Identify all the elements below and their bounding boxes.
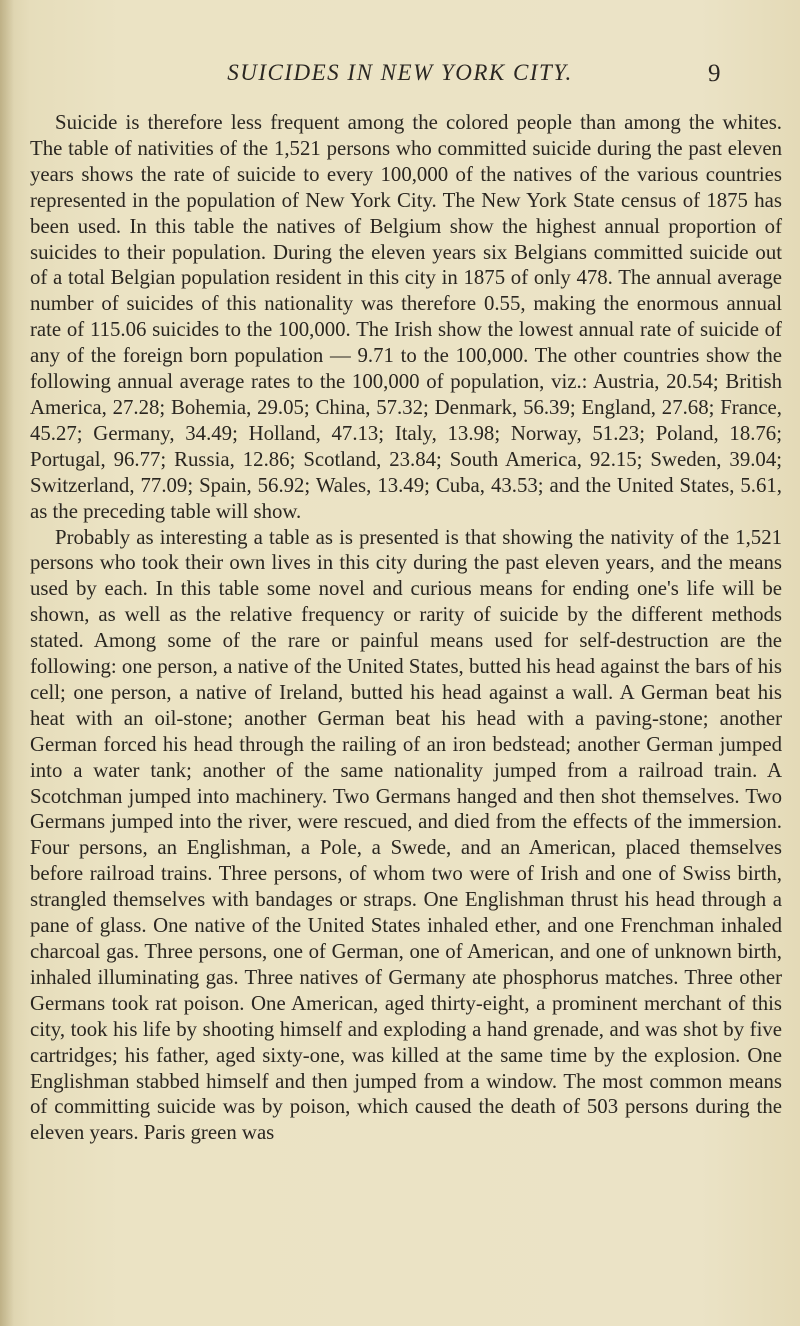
paragraph-means-of-suicide: Probably as interesting a table as is presented is that showing the nativity of the 1,521 persons who took their own lives in this city during the past eleven years, and the means used by each. In this table some novel and curious means for ending one's life will be shown, as well as the relative frequency or rarity of suicide by the different methods stated. Among some of the rare or painful means used for self-destruction are the following: one person, a native of the United States, butted his head against the bars of his cell; one person, a native of Ireland, butted his head against a wall. A German beat his heat with an oil-stone; another German beat his head with a paving-stone; another German forced his head through the railing of an iron bedstead; another German jumped into a water tank; another of the same nationality jumped from a railroad train. A Scotchman jumped into machinery. Two Germans hanged and then shot themselves. Two Germans jumped into the river, were rescued, and died from the effects of the immersion. Four persons, an Englishman, a Pole, a Swede, and an American, placed themselves before railroad trains. Three persons, of whom two were of Irish and one of Swiss birth, strangled themselves with bandages or straps. One Englishman thrust his head through a pane of glass. One native of the United States inhaled ether, and one Frenchman inhaled charcoal gas. Three persons, one of German, one of American, and one of unknown birth, inhaled illuminating gas. Three natives of Germany ate phosphorus matches. Three other Germans took rat poison. One American, aged thirty-eight, a prominent merchant of this city, took his life by shooting himself and exploding a hand grenade, and was shot by five cartridges; his father, aged sixty-one, was killed at the same time by the explosion. One Englishman stabbed himself and then jumped from a window. The most common means of committing suicide was by poison, which caused the death of 503 persons during the eleven years. Paris green was bbox=[30, 525, 782, 1145]
paragraph-nativity-rates: Suicide is therefore less frequent among the colored people than among the whites. The table of nativities of the 1,521 persons who committed suicide during the past eleven years shows the rate of suicide to every 100,000 of the natives of the various countries represented in the population of New York City. The New York State census of 1875 has been used. In this table the natives of Belgium show the highest annual proportion of suicides to their population. During the eleven years six Belgians committed suicide out of a total Belgian population resident in this city in 1875 of only 478. The annual average number of suicides of this nationality was therefore 0.55, making the enormous annual rate of 115.06 suicides to the 100,000. The Irish show the lowest annual rate of suicide of any of the foreign born population — 9.71 to the 100,000. The other countries show the following annual average rates to the 100,000 of population, viz.: Austria, 20.54; British America, 27.28; Bohemia, 29.05; China, 57.32; Denmark, 56.39; England, 27.68; France, 45.27; Germany, 34.49; Holland, 47.13; Italy, 13.98; Norway, 51.23; Poland, 18.76; Portugal, 96.77; Russia, 12.86; Scotland, 23.84; South America, 92.15; Sweden, 39.04; Switzerland, 77.09; Spain, 56.92; Wales, 13.49; Cuba, 43.53; and the United States, 5.61, as the preceding table will show. bbox=[30, 111, 782, 523]
body-text bbox=[30, 110, 782, 1146]
running-title: SUICIDES IN NEW YORK CITY. bbox=[227, 60, 573, 85]
page-number: 9 bbox=[708, 60, 721, 87]
binding-shadow bbox=[0, 0, 14, 1326]
running-head bbox=[0, 60, 800, 100]
